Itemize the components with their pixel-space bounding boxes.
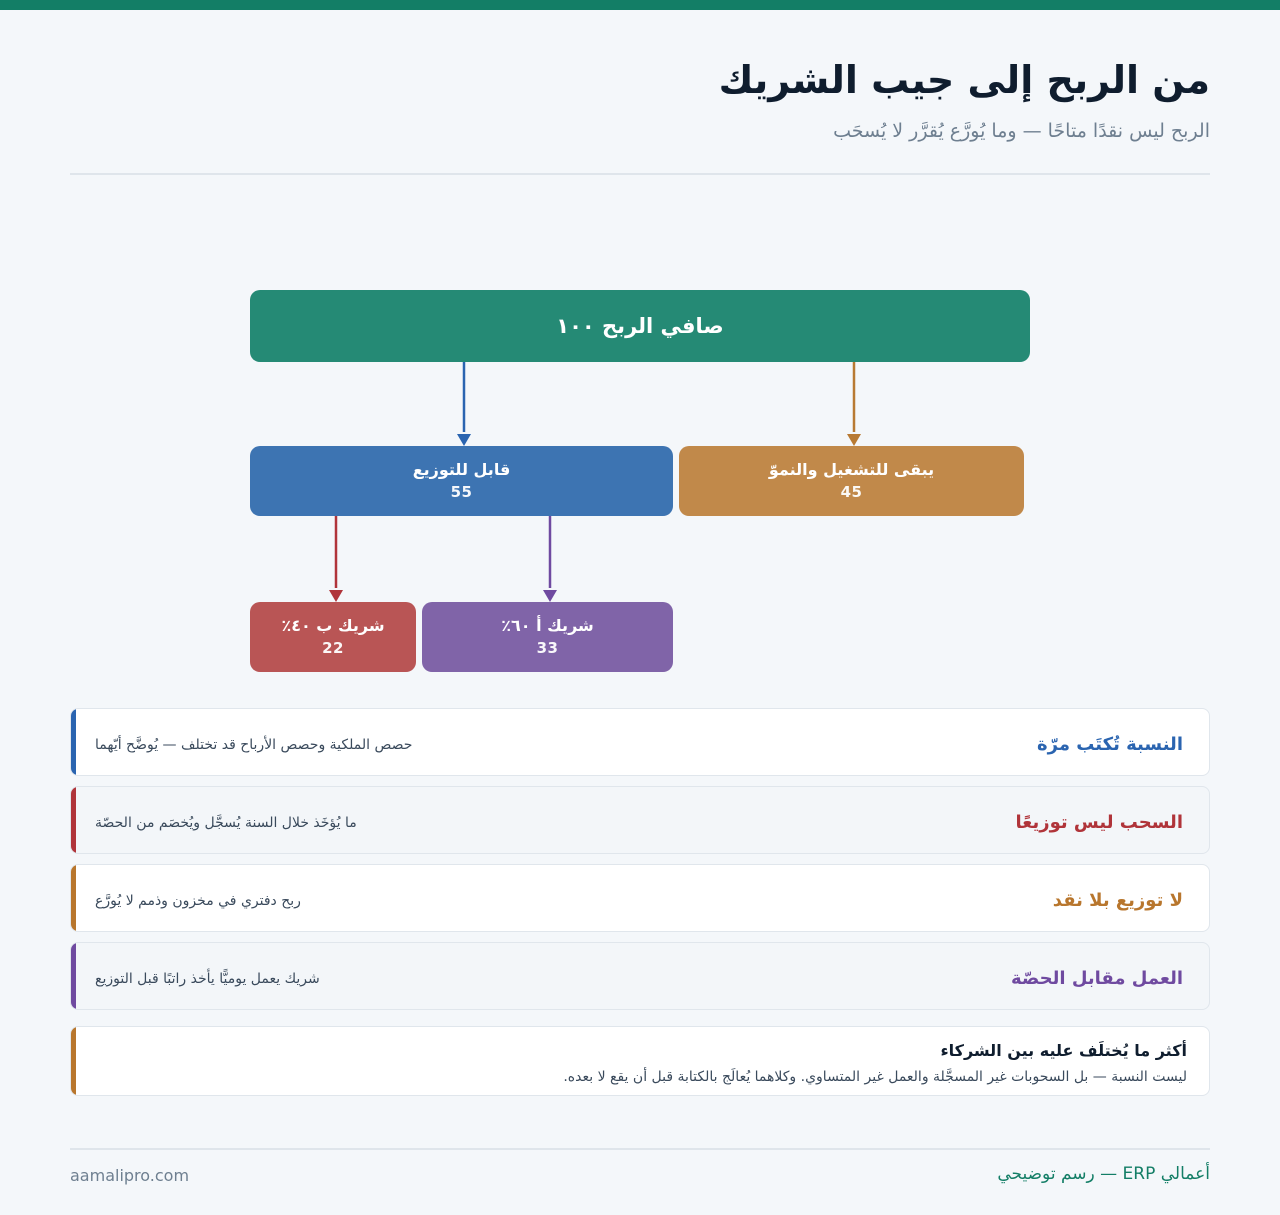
info-card	[70, 864, 1210, 932]
note-accent	[71, 1027, 76, 1095]
card-accent	[71, 709, 76, 775]
retained-label: يبقى للتشغيل والنموّ	[768, 460, 935, 479]
partner-b-node	[250, 602, 416, 672]
net-profit-label: صافي الربح ١٠٠	[556, 314, 724, 338]
partner-a-label: شريك أ ٦٠٪	[501, 616, 594, 635]
card-title: السحب ليس توزيعًا	[1015, 812, 1183, 833]
info-card	[70, 708, 1210, 776]
arrowhead-partner-a	[543, 590, 557, 602]
card-description: ربح دفتري في مخزون وذمم لا يُورَّع	[95, 893, 301, 909]
info-card	[70, 786, 1210, 854]
distributable-label: قابل للتوزيع	[412, 460, 511, 479]
retained-value: 45	[840, 483, 863, 501]
note-card	[70, 1026, 1210, 1096]
card-description: حصص الملكية وحصص الأرباح قد تختلف — يُوضَّح أيّهما	[95, 737, 413, 753]
info-card	[70, 942, 1210, 1010]
footer-brand: أعمالي ERP — رسم توضيحي	[997, 1164, 1210, 1184]
note-title: أكثر ما يُختلَف عليه بين الشركاء	[940, 1041, 1187, 1060]
card-title: العمل مقابل الحصّة	[1011, 968, 1183, 989]
card-accent	[71, 943, 76, 1009]
partner-a-node	[422, 602, 673, 672]
partner-a-value: 33	[536, 639, 559, 657]
card-description: ما يُؤخَذ خلال السنة يُسجَّل ويُخصَم من الحصّة	[95, 815, 357, 831]
footer-divider	[70, 1148, 1210, 1150]
card-description: شريك يعمل يوميًّا يأخذ راتبًا قبل التوزيع	[95, 971, 320, 987]
card-accent	[71, 787, 76, 853]
arrowhead-distributable	[457, 434, 471, 446]
arrowhead-partner-b	[329, 590, 343, 602]
note-text: ليست النسبة — بل السحوبات غير المسجَّلة والعمل غير المتساوي. وكلاهما يُعالَج بالكتابة قبل أن يقع لا بعده.	[563, 1069, 1187, 1085]
card-title: لا توزيع بلا نقد	[1052, 890, 1183, 911]
partner-b-value: 22	[322, 639, 344, 657]
retained-node	[679, 446, 1024, 516]
arrowhead-retained	[847, 434, 861, 446]
distributable-value: 55	[450, 483, 473, 501]
card-title: النسبة تُكتَب مرّة	[1037, 734, 1183, 755]
partner-b-label: شريك ب ٤٠٪	[281, 616, 385, 635]
distributable-node	[250, 446, 673, 516]
card-accent	[71, 865, 76, 931]
page-subtitle: الربح ليس نقدًا متاحًا — وما يُورَّع يُقرَّر لا يُسحَب	[833, 120, 1210, 142]
footer-website: aamalipro.com	[70, 1166, 190, 1185]
page-title: من الربح إلى جيب الشريك	[718, 58, 1210, 102]
